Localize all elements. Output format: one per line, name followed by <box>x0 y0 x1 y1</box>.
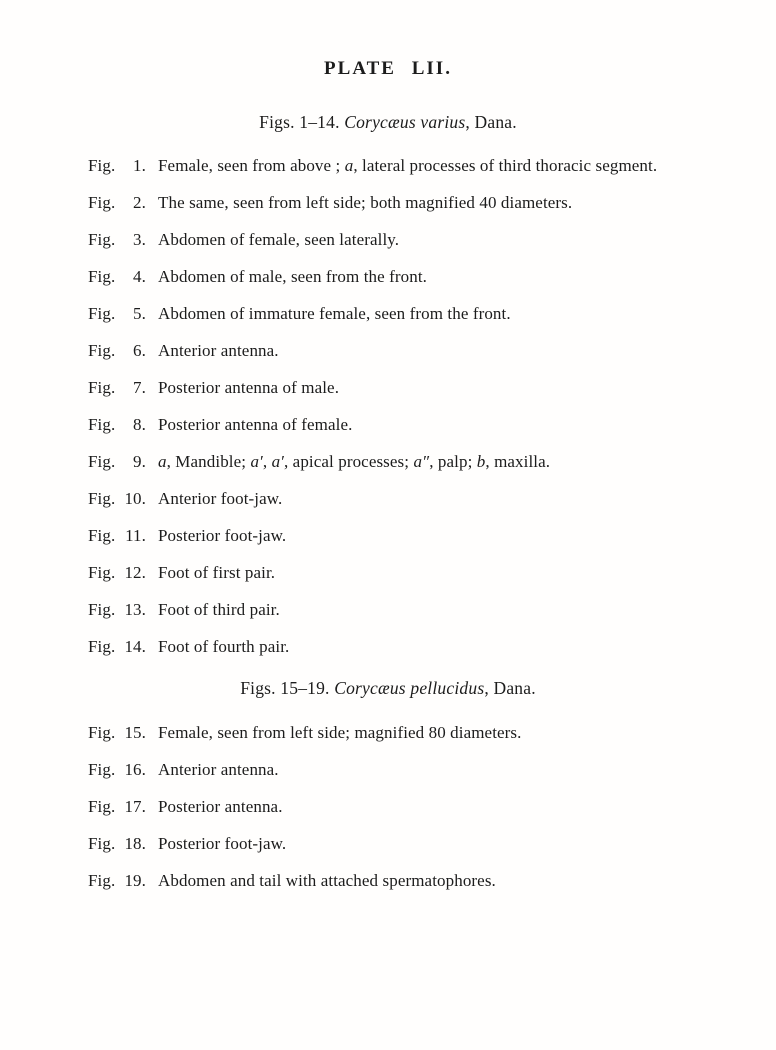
figure-description <box>146 378 339 398</box>
description-text: Posterior antenna. <box>158 797 283 816</box>
figure-label: Fig. <box>88 378 116 397</box>
reference-letter: a′ <box>250 452 263 471</box>
figure-entry <box>88 156 746 176</box>
reference-letter: a″ <box>413 452 430 471</box>
figure-description <box>146 797 283 817</box>
figure-number: 9. <box>133 452 146 471</box>
figure-description <box>146 526 286 546</box>
reference-letter: a <box>344 156 354 175</box>
figure-description <box>146 415 352 435</box>
description-text: Abdomen of immature female, seen from the front. <box>158 304 511 323</box>
figure-label: Fig. <box>88 526 116 545</box>
figure-label: Fig. <box>88 871 116 890</box>
figure-description <box>146 871 496 891</box>
figure-label: Fig. <box>88 452 116 471</box>
figure-label: Fig. <box>88 267 116 286</box>
section-heading <box>0 111 776 133</box>
description-text: Abdomen of male, seen from the front. <box>158 267 428 286</box>
figure-number: 12. <box>124 563 146 582</box>
description-text: Female, seen from left side; magnified 80 diameters. <box>158 723 522 742</box>
figure-list <box>0 156 776 657</box>
figure-label: Fig. <box>88 723 116 742</box>
figure-description <box>146 637 289 657</box>
figure-number: 18. <box>124 834 146 853</box>
figure-description <box>146 193 572 213</box>
description-text: Posterior antenna of female. <box>158 415 353 434</box>
figure-list <box>0 723 776 891</box>
figure-entry <box>88 637 746 657</box>
section-heading-author: , Dana. <box>484 678 536 698</box>
description-text: Posterior foot-jaw. <box>158 834 287 853</box>
description-text: , apical processes; <box>283 452 414 471</box>
figure-entry <box>88 760 746 780</box>
figure-label: Fig. <box>88 797 116 816</box>
figure-label: Fig. <box>88 489 116 508</box>
figure-number: 2. <box>133 193 146 212</box>
figure-label: Fig. <box>88 834 116 853</box>
figure-sections <box>0 111 776 891</box>
description-text: , <box>262 452 272 471</box>
figure-section <box>0 111 776 657</box>
figure-entry <box>88 378 746 398</box>
figure-description <box>146 834 286 854</box>
figure-number: 10. <box>124 489 146 508</box>
description-text: Abdomen and tail with attached spermatophores. <box>158 871 496 890</box>
figure-entry <box>88 871 746 891</box>
figure-number: 5. <box>133 304 146 323</box>
description-text: Abdomen of female, seen laterally. <box>158 230 400 249</box>
figure-entry <box>88 489 746 509</box>
figure-number: 19. <box>124 871 146 890</box>
figure-description <box>146 267 427 287</box>
figure-number: 7. <box>133 378 146 397</box>
figure-label: Fig. <box>88 600 116 619</box>
figure-description <box>146 600 280 620</box>
figure-number: 11. <box>125 526 146 545</box>
figure-label: Fig. <box>88 230 116 249</box>
figure-entry <box>88 834 746 854</box>
description-text: Posterior foot-jaw. <box>158 526 287 545</box>
description-text: , maxilla. <box>485 452 551 471</box>
section-heading-range: Figs. 15–19. <box>240 678 335 698</box>
figure-number: 14. <box>124 637 146 656</box>
description-text: Foot of third pair. <box>158 600 280 619</box>
section-heading-range: Figs. 1–14. <box>259 112 345 132</box>
figure-entry <box>88 723 746 743</box>
figure-label: Fig. <box>88 415 116 434</box>
description-text: , Mandible; <box>166 452 251 471</box>
description-text: Foot of first pair. <box>158 563 276 582</box>
figure-label: Fig. <box>88 637 116 656</box>
description-text: The same, seen from left side; both magnified 40 diameters. <box>158 193 573 212</box>
figure-description <box>146 563 275 583</box>
figure-number: 4. <box>133 267 146 286</box>
description-text: Female, seen from above ; <box>158 156 345 175</box>
figure-entry <box>88 304 746 324</box>
figure-number: 8. <box>133 415 146 434</box>
description-text: Posterior antenna of male. <box>158 378 340 397</box>
reference-letter: b <box>476 452 486 471</box>
figure-description <box>146 489 282 509</box>
figure-label: Fig. <box>88 760 116 779</box>
figure-description <box>146 452 550 472</box>
figure-label: Fig. <box>88 193 116 212</box>
plate-title: PLATE LII. <box>324 58 452 79</box>
section-heading-author: , Dana. <box>465 112 517 132</box>
description-text: Anterior antenna. <box>158 341 279 360</box>
figure-description <box>146 341 279 361</box>
figure-number: 15. <box>124 723 146 742</box>
figure-entry <box>88 341 746 361</box>
section-heading-species: Corycæus pellucidus <box>334 678 485 698</box>
figure-label: Fig. <box>88 304 116 323</box>
figure-number: 3. <box>133 230 146 249</box>
figure-entry <box>88 563 746 583</box>
figure-label: Fig. <box>88 563 116 582</box>
description-text: Anterior foot-jaw. <box>158 489 283 508</box>
figure-entry <box>88 797 746 817</box>
figure-section <box>0 677 776 891</box>
description-text: , palp; <box>429 452 477 471</box>
figure-description <box>146 156 657 176</box>
figure-description <box>146 723 522 743</box>
figure-entry <box>88 526 746 546</box>
reference-letter: a <box>158 452 167 471</box>
figure-entry <box>88 452 746 472</box>
section-heading <box>0 677 776 699</box>
figure-label: Fig. <box>88 156 116 175</box>
figure-entry <box>88 415 746 435</box>
figure-number: 17. <box>124 797 146 816</box>
description-text: , lateral processes of third thoracic segment. <box>353 156 658 175</box>
description-text: Foot of fourth pair. <box>158 637 290 656</box>
figure-description <box>146 304 511 324</box>
figure-entry <box>88 230 746 250</box>
figure-description <box>146 230 399 250</box>
figure-description <box>146 760 279 780</box>
figure-number: 6. <box>133 341 146 360</box>
figure-entry <box>88 600 746 620</box>
reference-letter: a′ <box>271 452 284 471</box>
section-heading-species: Corycæus varius <box>344 112 466 132</box>
figure-number: 16. <box>124 760 146 779</box>
figure-number: 1. <box>133 156 146 175</box>
figure-entry <box>88 193 746 213</box>
figure-label: Fig. <box>88 341 116 360</box>
figure-entry <box>88 267 746 287</box>
description-text: Anterior antenna. <box>158 760 279 779</box>
figure-number: 13. <box>124 600 146 619</box>
